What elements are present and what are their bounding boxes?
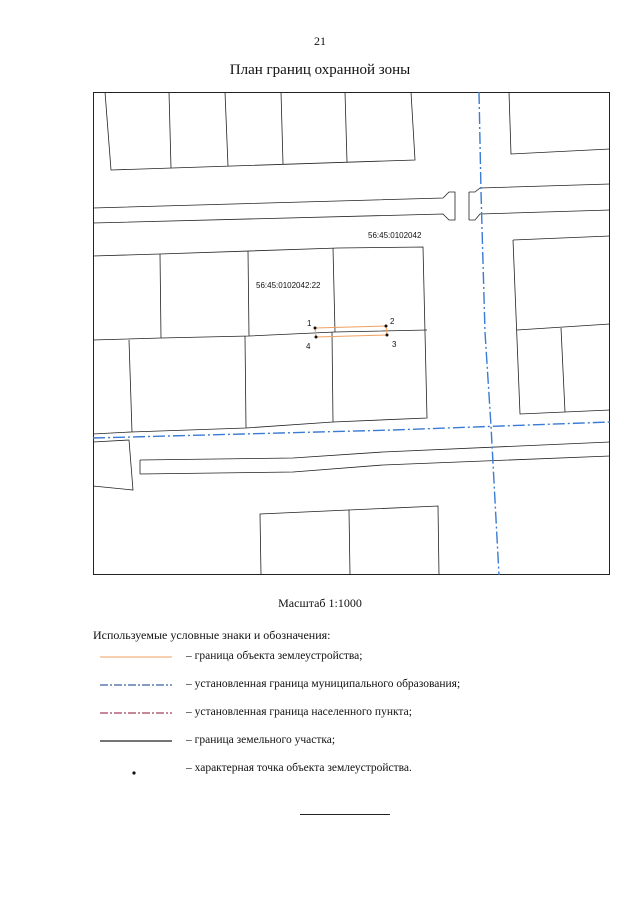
land-plot-boundaries — [93, 92, 610, 575]
legend-item-settlement-boundary — [100, 704, 620, 732]
page-title: План границ охранной зоны — [229, 62, 411, 78]
legend-title: Используемые условные знаки и обозначения: — [93, 628, 331, 642]
boundary-map — [93, 92, 610, 575]
land-plot-divider — [349, 510, 350, 575]
map-frame — [93, 92, 610, 575]
land-plot-divider — [160, 254, 161, 338]
legend-item-object-boundary — [100, 648, 620, 676]
land-plot-divider — [129, 340, 132, 432]
land-plot-divider — [281, 92, 283, 164]
street-upper-left — [93, 192, 455, 223]
map-scale: Масштаб 1:1000 — [278, 596, 362, 610]
land-plot-divider — [517, 324, 610, 330]
land-plot-middle-block — [93, 247, 427, 434]
land-plot-divider — [169, 92, 171, 168]
land-plot-divider — [245, 336, 246, 428]
cadastral-block-label: 56:45:0102042 — [368, 231, 422, 240]
point-label-2: 2 — [390, 317, 395, 326]
street-upper-right-bottom — [469, 210, 610, 220]
legend-item-land-plot-boundary — [100, 732, 620, 760]
legend-text: – граница земельного участка; — [186, 734, 336, 746]
object-boundary-symbol — [100, 650, 172, 664]
legend — [100, 648, 620, 788]
point-label-3: 3 — [392, 340, 397, 349]
land-plot-divider — [225, 92, 228, 166]
municipal-boundary-vertical — [479, 92, 499, 575]
land-plot-divider — [332, 332, 333, 422]
legend-text: – граница объекта землеустройства; — [186, 650, 363, 662]
legend-item-characteristic-point — [100, 760, 620, 788]
end-separator-line — [300, 814, 390, 815]
characteristic-point-2 — [385, 325, 388, 328]
land-plot-top-right — [509, 92, 610, 154]
street-upper-right-top — [469, 184, 610, 192]
legend-item-municipal-boundary — [100, 676, 620, 704]
point-label-4: 4 — [306, 342, 311, 351]
characteristic-point-3 — [386, 334, 389, 337]
legend-text: – характерная точка объекта землеустройства. — [186, 762, 412, 774]
land-plot-right-top — [513, 236, 610, 240]
land-plot-boundary-symbol — [100, 734, 172, 748]
point-label-1: 1 — [307, 319, 312, 328]
legend-text: – установленная граница муниципального образования; — [186, 678, 461, 690]
land-plot-divider — [248, 251, 249, 336]
land-plot-divider — [561, 328, 565, 412]
land-plot-divider — [345, 92, 347, 162]
land-plot-divider — [333, 248, 335, 332]
characteristic-point-4 — [315, 336, 318, 339]
street-lower-top — [140, 442, 610, 460]
land-plot-lower-left — [93, 440, 133, 490]
legend-text: – установленная граница населенного пункта; — [186, 706, 412, 718]
parcel-number-label: 56:45:0102042:22 — [256, 281, 321, 290]
characteristic-point-symbol — [100, 762, 172, 776]
land-plot-top-row — [105, 92, 415, 170]
settlement-boundary-symbol — [100, 706, 172, 720]
municipal-boundary-symbol — [100, 678, 172, 692]
characteristic-point-1 — [314, 327, 317, 330]
municipal-boundary-horizontal — [93, 422, 610, 438]
page-number: 21 — [314, 34, 326, 48]
